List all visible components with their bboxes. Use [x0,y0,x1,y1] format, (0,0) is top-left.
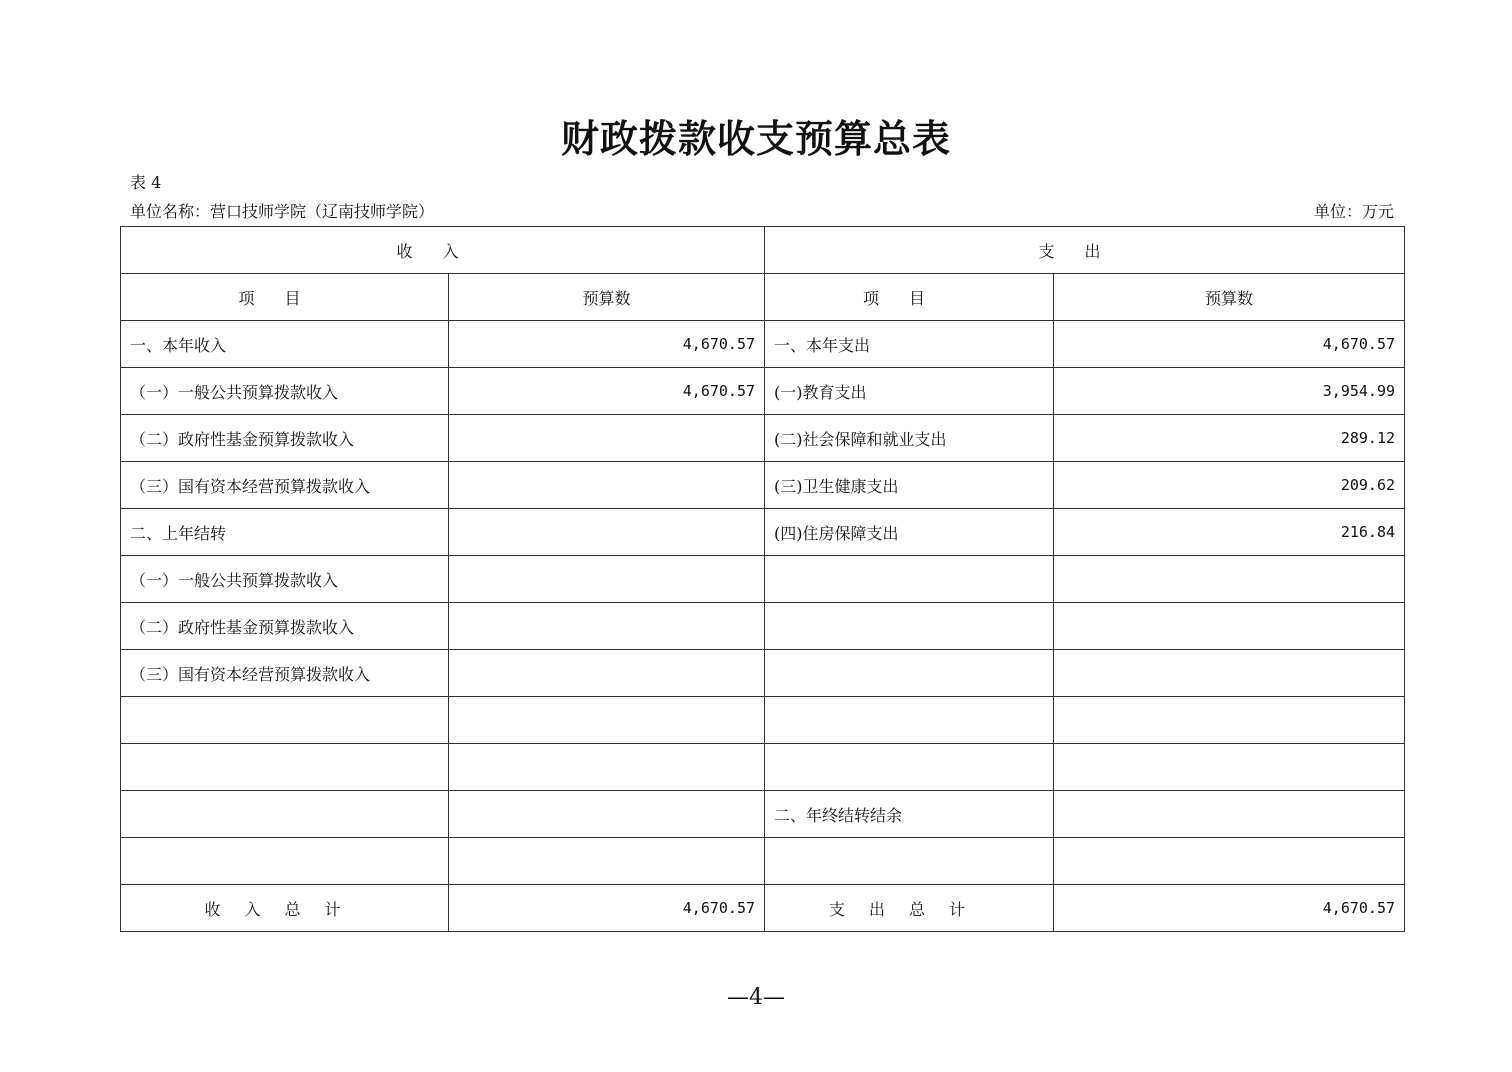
table-row [121,603,1405,650]
expense-budget-cell [1054,556,1405,603]
income-budget-cell: 4,670.57 [449,321,765,368]
income-budget-cell [449,462,765,509]
table-row [121,462,1405,509]
expense-budget-cell: 3,954.99 [1054,368,1405,415]
page-title: 财政拨款收支预算总表 [560,116,951,161]
income-item-cell: （三）国有资本经营预算拨款收入 [121,462,449,509]
expense-budget-cell [1054,603,1405,650]
expense-item-cell: 一、本年支出 [765,321,1054,368]
expense-total-value: 4,670.57 [1054,885,1405,932]
expense-item-cell [765,744,1054,791]
income-header: 收入 [121,227,765,274]
income-budget-cell [449,556,765,603]
expense-budget-cell [1054,744,1405,791]
page-number: —4— [727,985,785,1010]
income-item-cell: 一、本年收入 [121,321,449,368]
expense-budget-header: 预算数 [1054,274,1405,321]
column-header-row [121,274,1405,321]
income-item-cell: （二）政府性基金预算拨款收入 [121,415,449,462]
expense-header: 支出 [765,227,1405,274]
table-row [121,368,1405,415]
expense-item-cell: (四)住房保障支出 [765,509,1054,556]
income-item-cell: （三）国有资本经营预算拨款收入 [121,650,449,697]
table-row [121,415,1405,462]
income-item-cell: （一）一般公共预算拨款收入 [121,368,449,415]
table-row [121,556,1405,603]
income-budget-cell: 4,670.57 [449,368,765,415]
currency-unit-label: 单位：万元 [1313,202,1394,221]
income-item-cell [121,838,449,885]
expense-budget-cell [1054,791,1405,838]
income-budget-cell [449,650,765,697]
expense-budget-cell [1054,697,1405,744]
income-budget-cell [449,744,765,791]
table-number: 表 4 [130,173,162,192]
expense-item-cell: 二、年终结转结余 [765,791,1054,838]
income-item-cell [121,744,449,791]
income-budget-cell [449,791,765,838]
income-item-cell [121,791,449,838]
table-row [121,838,1405,885]
income-total-label: 收入总计 [121,885,449,932]
expense-item-cell [765,556,1054,603]
table-row [121,509,1405,556]
income-budget-cell [449,415,765,462]
income-total-value: 4,670.57 [449,885,765,932]
income-budget-header: 预算数 [449,274,765,321]
table-row [121,697,1405,744]
table-row [121,791,1405,838]
income-item-header: 项目 [121,274,449,321]
income-budget-cell [449,509,765,556]
expense-item-cell: (一)教育支出 [765,368,1054,415]
table-row [121,321,1405,368]
expense-budget-cell [1054,838,1405,885]
expense-budget-cell: 209.62 [1054,462,1405,509]
income-budget-cell [449,838,765,885]
table-row [121,650,1405,697]
income-item-cell: 二、上年结转 [121,509,449,556]
income-item-cell: （二）政府性基金预算拨款收入 [121,603,449,650]
expense-item-cell [765,650,1054,697]
expense-budget-cell: 216.84 [1054,509,1405,556]
expense-budget-cell: 289.12 [1054,415,1405,462]
expense-item-cell: (三)卫生健康支出 [765,462,1054,509]
unit-name-label: 单位名称：营口技师学院（辽南技师学院） [130,202,435,221]
table-row [121,744,1405,791]
expense-item-cell [765,697,1054,744]
section-header-row [121,227,1405,274]
income-budget-cell [449,697,765,744]
income-item-cell [121,697,449,744]
expense-item-cell [765,603,1054,650]
expense-item-header: 项目 [765,274,1054,321]
totals-row [121,885,1405,932]
expense-item-cell [765,838,1054,885]
income-budget-cell [449,603,765,650]
expense-budget-cell [1054,650,1405,697]
expense-item-cell: (二)社会保障和就业支出 [765,415,1054,462]
budget-table [120,226,1405,932]
expense-budget-cell: 4,670.57 [1054,321,1405,368]
income-item-cell: （一）一般公共预算拨款收入 [121,556,449,603]
expense-total-label: 支出总计 [765,885,1054,932]
